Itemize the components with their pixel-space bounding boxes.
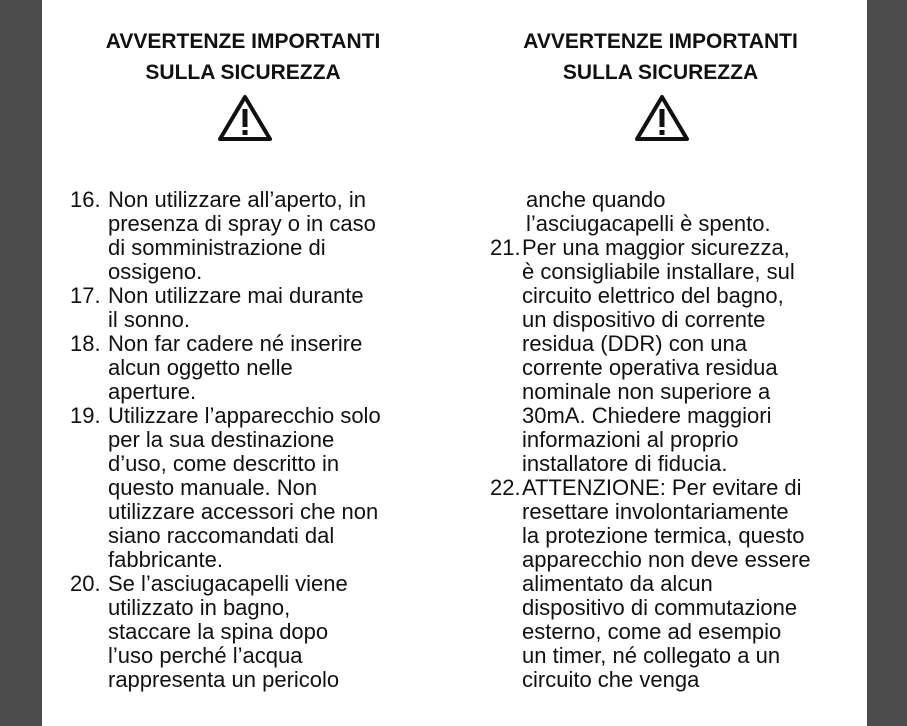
text-line: l’asciugacapelli è spento. bbox=[526, 211, 771, 236]
text-line: d’uso, come descritto in bbox=[108, 451, 340, 476]
item-text bbox=[522, 476, 811, 692]
text-line: il sonno. bbox=[108, 307, 190, 332]
text-line: questo manuale. Non bbox=[108, 475, 318, 500]
item-text bbox=[108, 572, 348, 692]
text-line: Per una maggior sicurezza, bbox=[522, 235, 790, 260]
text-line: Non utilizzare all’aperto, in bbox=[108, 187, 367, 212]
warning-triangle-icon bbox=[217, 94, 273, 142]
text-line: dispositivo di commutazione bbox=[522, 595, 798, 620]
text-line: corrente operativa residua bbox=[522, 355, 778, 380]
item-number: 22. bbox=[490, 475, 521, 500]
text-line: 30mA. Chiedere maggiori bbox=[522, 403, 772, 428]
text-line: un timer, né collegato a un bbox=[522, 643, 781, 668]
text-line: Non far cadere né inserire bbox=[108, 331, 363, 356]
right-heading-line1: AVVERTENZE IMPORTANTI bbox=[523, 30, 798, 53]
left-heading-line2: SULLA SICUREZZA bbox=[145, 61, 341, 84]
text-line: nominale non superiore a bbox=[522, 379, 771, 404]
text-line: fabbricante. bbox=[108, 547, 223, 572]
left-heading bbox=[42, 26, 444, 88]
text-line: circuito elettrico del bagno, bbox=[522, 283, 784, 308]
text-line: Non utilizzare mai durante bbox=[108, 283, 364, 308]
text-line: utilizzare accessori che non bbox=[108, 499, 379, 524]
text-line: alcun oggetto nelle bbox=[108, 355, 293, 380]
text-line: alimentato da alcun bbox=[522, 571, 713, 596]
text-line: circuito che venga bbox=[522, 667, 700, 692]
text-line: siano raccomandati dal bbox=[108, 523, 335, 548]
right-column bbox=[454, 0, 867, 726]
item-number: 18. bbox=[70, 331, 101, 356]
item-number: 16. bbox=[70, 187, 101, 212]
text-line: l’uso perché l’acqua bbox=[108, 643, 303, 668]
text-line: ossigeno. bbox=[108, 259, 203, 284]
text-line: Utilizzare l’apparecchio solo bbox=[108, 403, 381, 428]
right-heading-line2: SULLA SICUREZZA bbox=[562, 61, 759, 84]
text-line: resettare involontariamente bbox=[522, 499, 789, 524]
text-line: di somministrazione di bbox=[108, 235, 326, 260]
text-line: esterno, come ad esempio bbox=[522, 619, 782, 644]
item-number: 19. bbox=[70, 403, 101, 428]
text-line: staccare la spina dopo bbox=[108, 619, 329, 644]
text-line: un dispositivo di corrente bbox=[522, 307, 766, 332]
text-line: aperture. bbox=[108, 379, 197, 404]
continuation-text bbox=[526, 188, 771, 236]
text-line: è consigliabile installare, sul bbox=[522, 259, 795, 284]
item-text bbox=[108, 284, 364, 332]
item-text bbox=[108, 188, 376, 284]
right-heading bbox=[454, 26, 867, 88]
left-heading-line1: AVVERTENZE IMPORTANTI bbox=[105, 30, 381, 53]
text-line: anche quando bbox=[526, 187, 666, 212]
warning-triangle-icon bbox=[634, 94, 690, 142]
item-number: 20. bbox=[70, 571, 101, 596]
item-text bbox=[108, 332, 362, 404]
text-line: Se l’asciugacapelli viene bbox=[108, 571, 348, 596]
text-line: utilizzato in bagno, bbox=[108, 595, 291, 620]
left-column bbox=[42, 0, 454, 726]
text-line: ATTENZIONE: Per evitare di bbox=[522, 475, 802, 500]
item-text bbox=[108, 404, 381, 572]
item-text bbox=[522, 236, 795, 476]
text-line: installatore di fiducia. bbox=[522, 451, 728, 476]
item-number: 21. bbox=[490, 235, 521, 260]
text-line: la protezione termica, questo bbox=[522, 523, 805, 548]
text-line: per la sua destinazione bbox=[108, 427, 335, 452]
text-line: apparecchio non deve essere bbox=[522, 547, 811, 572]
text-line: informazioni al proprio bbox=[522, 427, 739, 452]
text-line: rappresenta un pericolo bbox=[108, 667, 340, 692]
text-line: residua (DDR) con una bbox=[522, 331, 747, 356]
item-number: 17. bbox=[70, 283, 101, 308]
manual-page bbox=[42, 0, 867, 726]
text-line: presenza di spray o in caso bbox=[108, 211, 376, 236]
